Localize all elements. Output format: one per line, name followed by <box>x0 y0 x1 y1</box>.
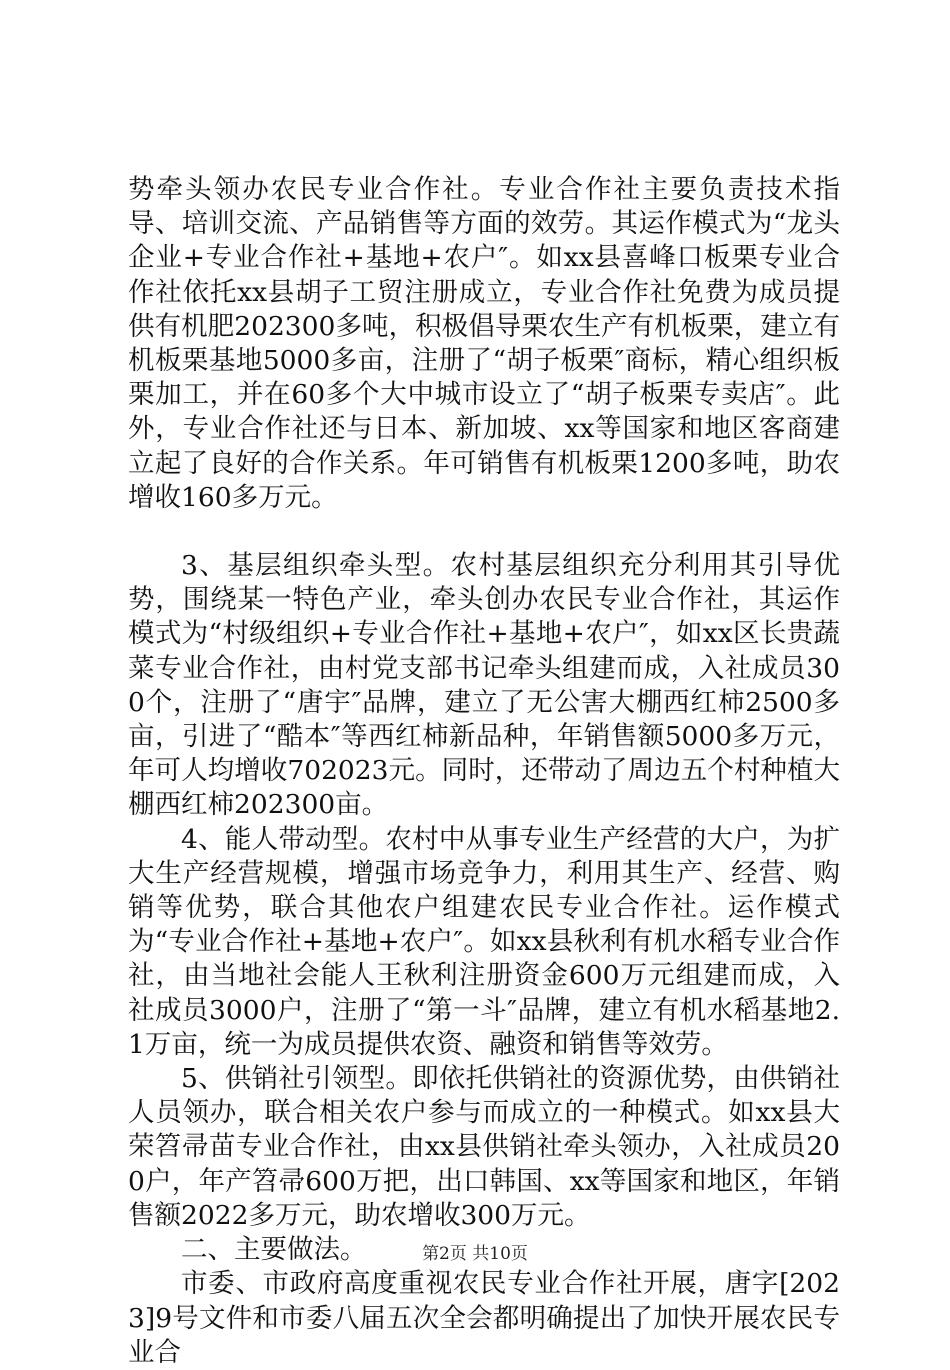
paragraph-supply-marketing-type: 5、供销社引领型。即依托供销社的资源优势，由供销社人员领办，联合相关农户参与而成立的一种模式。如xx县大荣笤帚苗专业合作社，由xx县供销社牵头领办，入社成员200户，年产笤帚600万把，出口韩国、xx等国家和地区，年销售额2022多万元，助农增收300万元。 <box>128 1063 840 1231</box>
paragraph-municipal-policy: 市委、市政府高度重视农民专业合作社开展，唐字[2023]9号文件和市委八届五次全会都明确提出了加快开展农民专业合 <box>128 1268 840 1368</box>
paragraph-grassroots-type: 3、基层组织牵头型。农村基层组织充分利用其引导优势，围绕某一特色产业，牵头创办农民专业合作社，其运作模式为“村级组织+专业合作社+基地+农户″，如xx区长贵蔬菜专业合作社，由村党支部书记牵头组建而成，入社成员300个，注册了“唐宇″品牌，建立了无公害大棚西红柿2500多亩，引进了“酷本″等西红柿新品种，年销售额5000多万元，年可人均增收702023元。同时，还带动了周边五个村种植大棚西红柿202300亩。 <box>128 550 840 821</box>
paragraph-capable-person-type: 4、能人带动型。农村中从事专业生产经营的大户，为扩大生产经营规模，增强市场竞争力，利用其生产、经营、购销等优势，联合其他农户组建农民专业合作社。运作模式为“专业合作社+基地+农户″。如xx县秋利有机水稻专业合作社，由当地社会能人王秋利注册资金600万元组建而成，入社成员3000户，注册了“第一斗″品牌，建立有机水稻基地2.1万亩，统一为成员提供农资、融资和销售等效劳。 <box>128 823 840 1060</box>
document-body <box>128 173 840 1370</box>
page-footer: 第2页 共10页 <box>422 1244 528 1264</box>
paragraph-continuation: 势牵头领办农民专业合作社。专业合作社主要负责技术指导、培训交流、产品销售等方面的效劳。其运作模式为“龙头企业+专业合作社+基地+农户″。如xx县喜峰口板栗专业合作社依托xx县胡子工贸注册成立，专业合作社免费为成员提供有机肥202300多吨，积极倡导栗农生产有机板栗，建立有机板栗基地5000多亩，注册了“胡子板栗″商标，精心组织板栗加工，并在60多个大中城市设立了“胡子板栗专卖店″。此外，专业合作社还与日本、新加坡、xx等国家和地区客商建立起了良好的合作关系。年可销售有机板栗1200多吨，助农增收160多万元。 <box>128 174 840 513</box>
section-heading-main-practices: 二、主要做法。 <box>181 1234 367 1266</box>
